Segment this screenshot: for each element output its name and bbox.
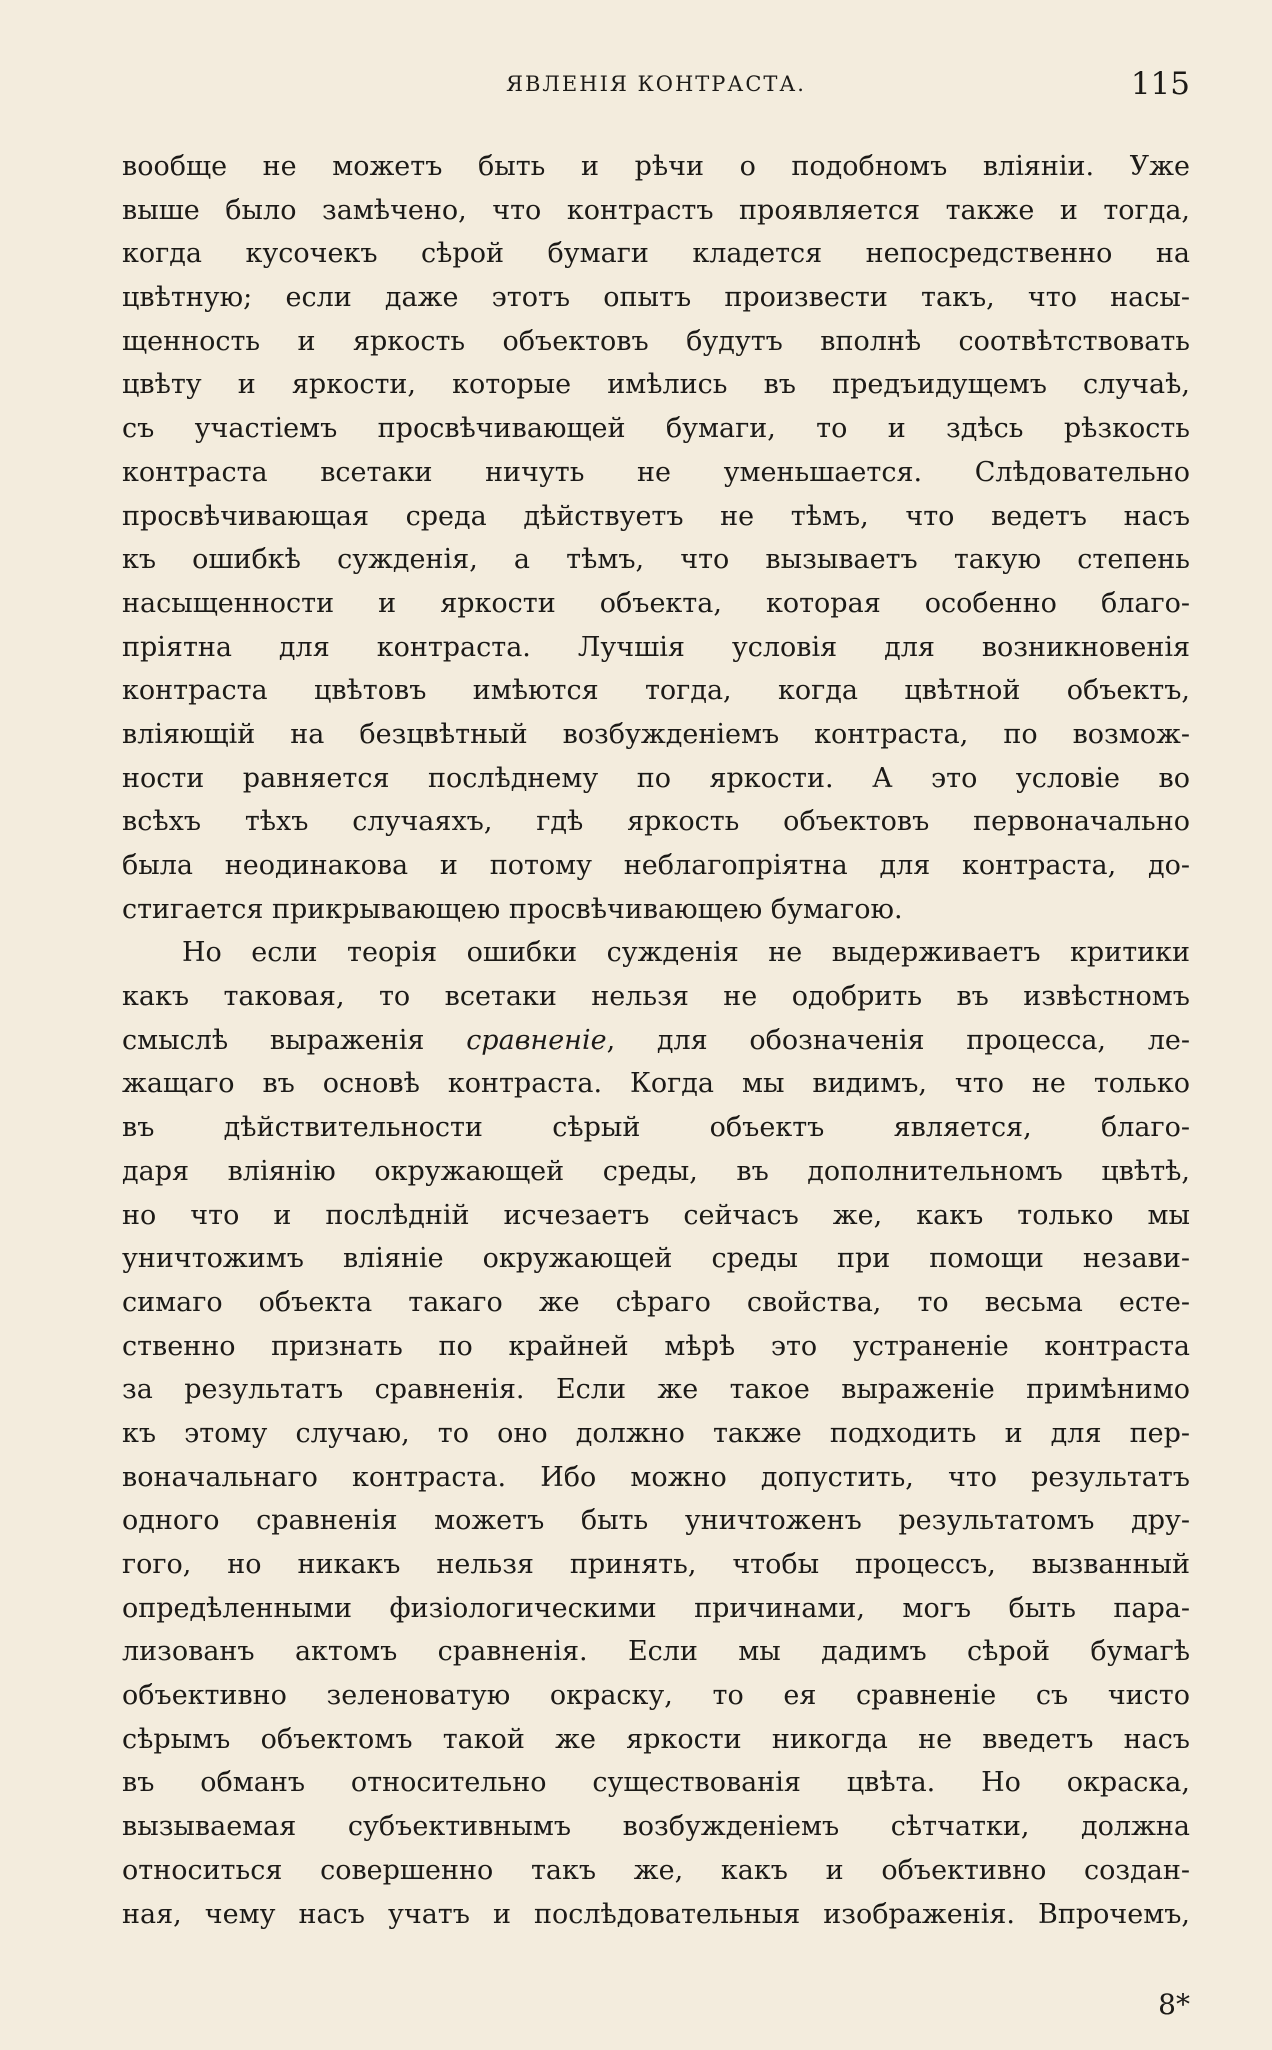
- text-fragment: смыслѣ выраженія: [122, 1024, 425, 1056]
- text-line: контраста всетаки ничуть не уменьшается. Слѣдовательно: [122, 456, 1190, 488]
- text-line: съ участіемъ просвѣчивающей бумаги, то и здѣсь рѣзкость: [122, 413, 1190, 445]
- text-line: была неодинакова и потому неблагопріятна для контраста, до-: [122, 850, 1190, 881]
- paragraph-first-line: Но если теорія ошибки сужденія не выдерживаетъ критики: [182, 937, 1190, 969]
- signature-mark: 8*: [1158, 1988, 1190, 2021]
- text-line: но что и послѣдній исчезаетъ сейчасъ же, какъ только мы: [122, 1199, 1190, 1231]
- text-line: даря вліянію окружающей среды, въ дополнительномъ цвѣтѣ,: [122, 1155, 1190, 1187]
- text-line: щенность и яркость объектовъ будутъ вполнѣ соотвѣтствовать: [122, 325, 1190, 357]
- text-line: къ ошибкѣ сужденія, а тѣмъ, что вызываетъ такую степень: [122, 544, 1190, 576]
- page-number: 115: [1130, 66, 1190, 102]
- text-line: за результатъ сравненія. Если же такое выраженіе примѣнимо: [122, 1374, 1190, 1406]
- text-line: одного сравненія можетъ быть уничтоженъ результатомъ дру-: [122, 1505, 1190, 1537]
- paragraph-last-line: стигается прикрывающею просвѣчивающею бумагою.: [122, 893, 903, 925]
- text-line: [122, 1019, 1190, 1063]
- text-line: уничтожимъ вліяніе окружающей среды при помощи незави-: [122, 1243, 1190, 1275]
- text-line: гого, но никакъ нельзя принять, чтобы процессъ, вызванный: [122, 1549, 1190, 1580]
- text-line: цвѣту и яркости, которые имѣлись въ предъидущемъ случаѣ,: [122, 369, 1190, 401]
- chapter-header-title: ЯВЛЕНІЯ КОНТРАСТА.: [506, 72, 806, 96]
- text-line: насыщенности и яркости объекта, которая особенно благо-: [122, 587, 1190, 619]
- text-line: вызываемая субъективнымъ возбужденіемъ сѣтчатки, должна: [122, 1811, 1190, 1843]
- text-line: вліяющій на безцвѣтный возбужденіемъ контраста, по возмож-: [122, 718, 1190, 750]
- text-line: объективно зеленоватую окраску, то ея сравненіе съ чисто: [122, 1680, 1190, 1712]
- body-text: [122, 145, 1190, 1936]
- text-line: сѣрымъ объектомъ такой же яркости никогда не введетъ насъ: [122, 1723, 1190, 1755]
- text-line: выше было замѣчено, что контрастъ проявляется также и тогда,: [122, 194, 1190, 226]
- running-head: [122, 66, 1190, 106]
- text-line: въ обманъ относительно существованія цвѣта. Но окраска,: [122, 1767, 1190, 1799]
- text-line: просвѣчивающая среда дѣйствуетъ не тѣмъ, что ведетъ насъ: [122, 500, 1190, 532]
- text-line: когда кусочекъ сѣрой бумаги кладется непосредственно на: [122, 238, 1190, 270]
- text-line: всѣхъ тѣхъ случаяхъ, гдѣ яркость объектовъ первоначально: [122, 806, 1190, 838]
- text-line: жащаго въ основѣ контраста. Когда мы видимъ, что не только: [122, 1068, 1190, 1100]
- text-line: симаго объекта такаго же сѣраго свойства, то весьма есте-: [122, 1286, 1190, 1318]
- text-line: цвѣтную; если даже этотъ опытъ произвести такъ, что насы-: [122, 282, 1190, 314]
- text-line: ная, чему насъ учатъ и послѣдовательныя изображенія. Впрочемъ,: [122, 1898, 1190, 1930]
- text-line: контраста цвѣтовъ имѣются тогда, когда цвѣтной объектъ,: [122, 675, 1190, 707]
- text-line: относиться совершенно такъ же, какъ и объективно создан-: [122, 1854, 1190, 1886]
- text-line: въ дѣйствительности сѣрый объектъ является, благо-: [122, 1112, 1190, 1144]
- text-line: воначальнаго контраста. Ибо можно допустить, что результатъ: [122, 1461, 1190, 1493]
- emphasized-term: сравненіе: [466, 1024, 607, 1056]
- text-line: лизованъ актомъ сравненія. Если мы дадимъ сѣрой бумагѣ: [122, 1636, 1190, 1668]
- text-fragment: , для обозначенія процесса, ле-: [606, 1024, 1190, 1056]
- text-line: опредѣленными физіологическими причинами, могъ быть пара-: [122, 1592, 1190, 1624]
- text-line: къ этому случаю, то оно должно также подходить и для пер-: [122, 1417, 1190, 1449]
- text-line: пріятна для контраста. Лучшія условія для возникновенія: [122, 631, 1190, 663]
- text-line: вообще не можетъ быть и рѣчи о подобномъ вліяніи. Уже: [122, 151, 1190, 182]
- text-line: ственно признать по крайней мѣрѣ это устраненіе контраста: [122, 1330, 1190, 1362]
- text-line: какъ таковая, то всетаки нельзя не одобрить въ извѣстномъ: [122, 981, 1190, 1013]
- text-line: ности равняется послѣднему по яркости. А это условіе во: [122, 762, 1190, 794]
